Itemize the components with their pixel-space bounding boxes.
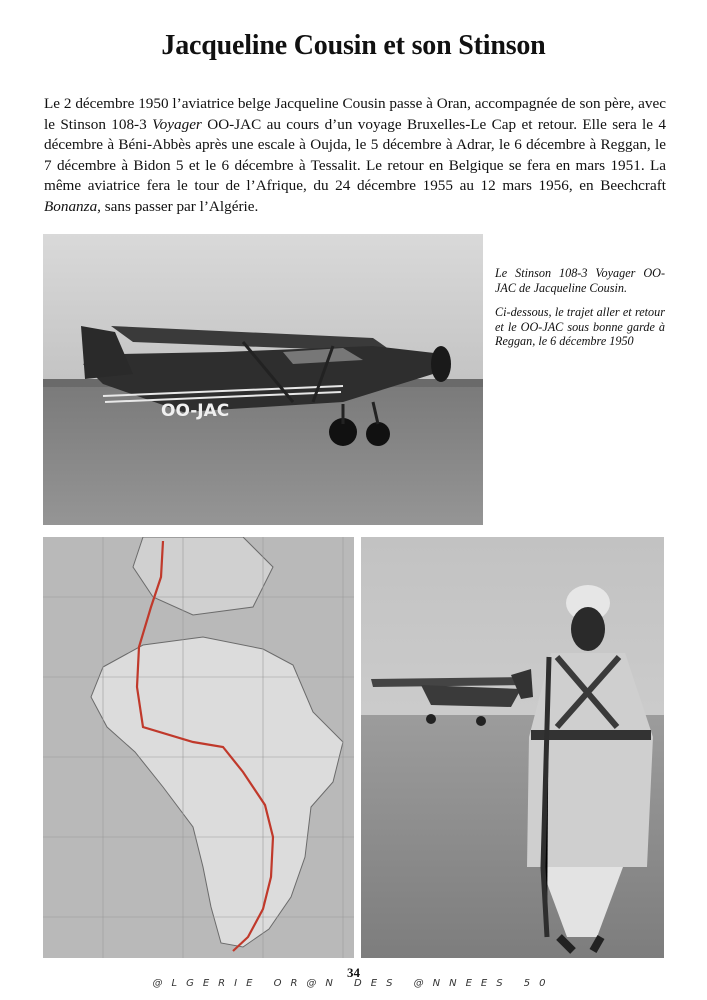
page-title: Jacqueline Cousin et son Stinson: [161, 30, 546, 61]
article-paragraph: [44, 94, 666, 217]
paragraph-part-3: , sans passer par l’Algérie.: [97, 197, 259, 215]
paragraph-part-2: OO-JAC au cours d’un voyage Bruxelles-Le Cap et retour. Elle sera le 4 décembre à Béni-Abbès après une escale à Oujda, le 5 décembre à Adrar, le 6 décembre à Reggan, le 7 décembre à Bidon 5 et le 6 décembre à Tessalit. Le retour en Belgique se fera en mars 1951. La même aviatrice fera le tour de l’Afrique, du 24 décembre 1955 au 12 mars 1956, en Beechcraft: [44, 115, 666, 194]
photo-caption: [495, 266, 665, 359]
page-footer: @LGERIE OR@N DES @NNEES 50: [152, 978, 555, 989]
caption-second: Ci-dessous, le trajet aller et retour et le OO-JAC sous bonne garde à Reggan, le 6 décembre 1950: [495, 305, 665, 348]
guard-photo: [361, 537, 664, 958]
page-number: 34: [347, 965, 360, 980]
stinson-airplane-photo: [43, 234, 483, 525]
africa-route-map: [43, 537, 354, 958]
paragraph-emphasis-voyager: Voyager: [152, 115, 202, 133]
paragraph-part-1: Le 2 décembre 1950 l’aviatrice belge Jacqueline Cousin passe à Oran, accompagnée de son père, avec le Stinson 108-3: [44, 95, 666, 133]
caption-first: Le Stinson 108-3 Voyager OO-JAC de Jacqueline Cousin.: [495, 266, 665, 295]
paragraph-emphasis-bonanza: Bonanza: [44, 197, 98, 215]
aircraft-registration-marking: OO-JAC: [161, 401, 230, 421]
